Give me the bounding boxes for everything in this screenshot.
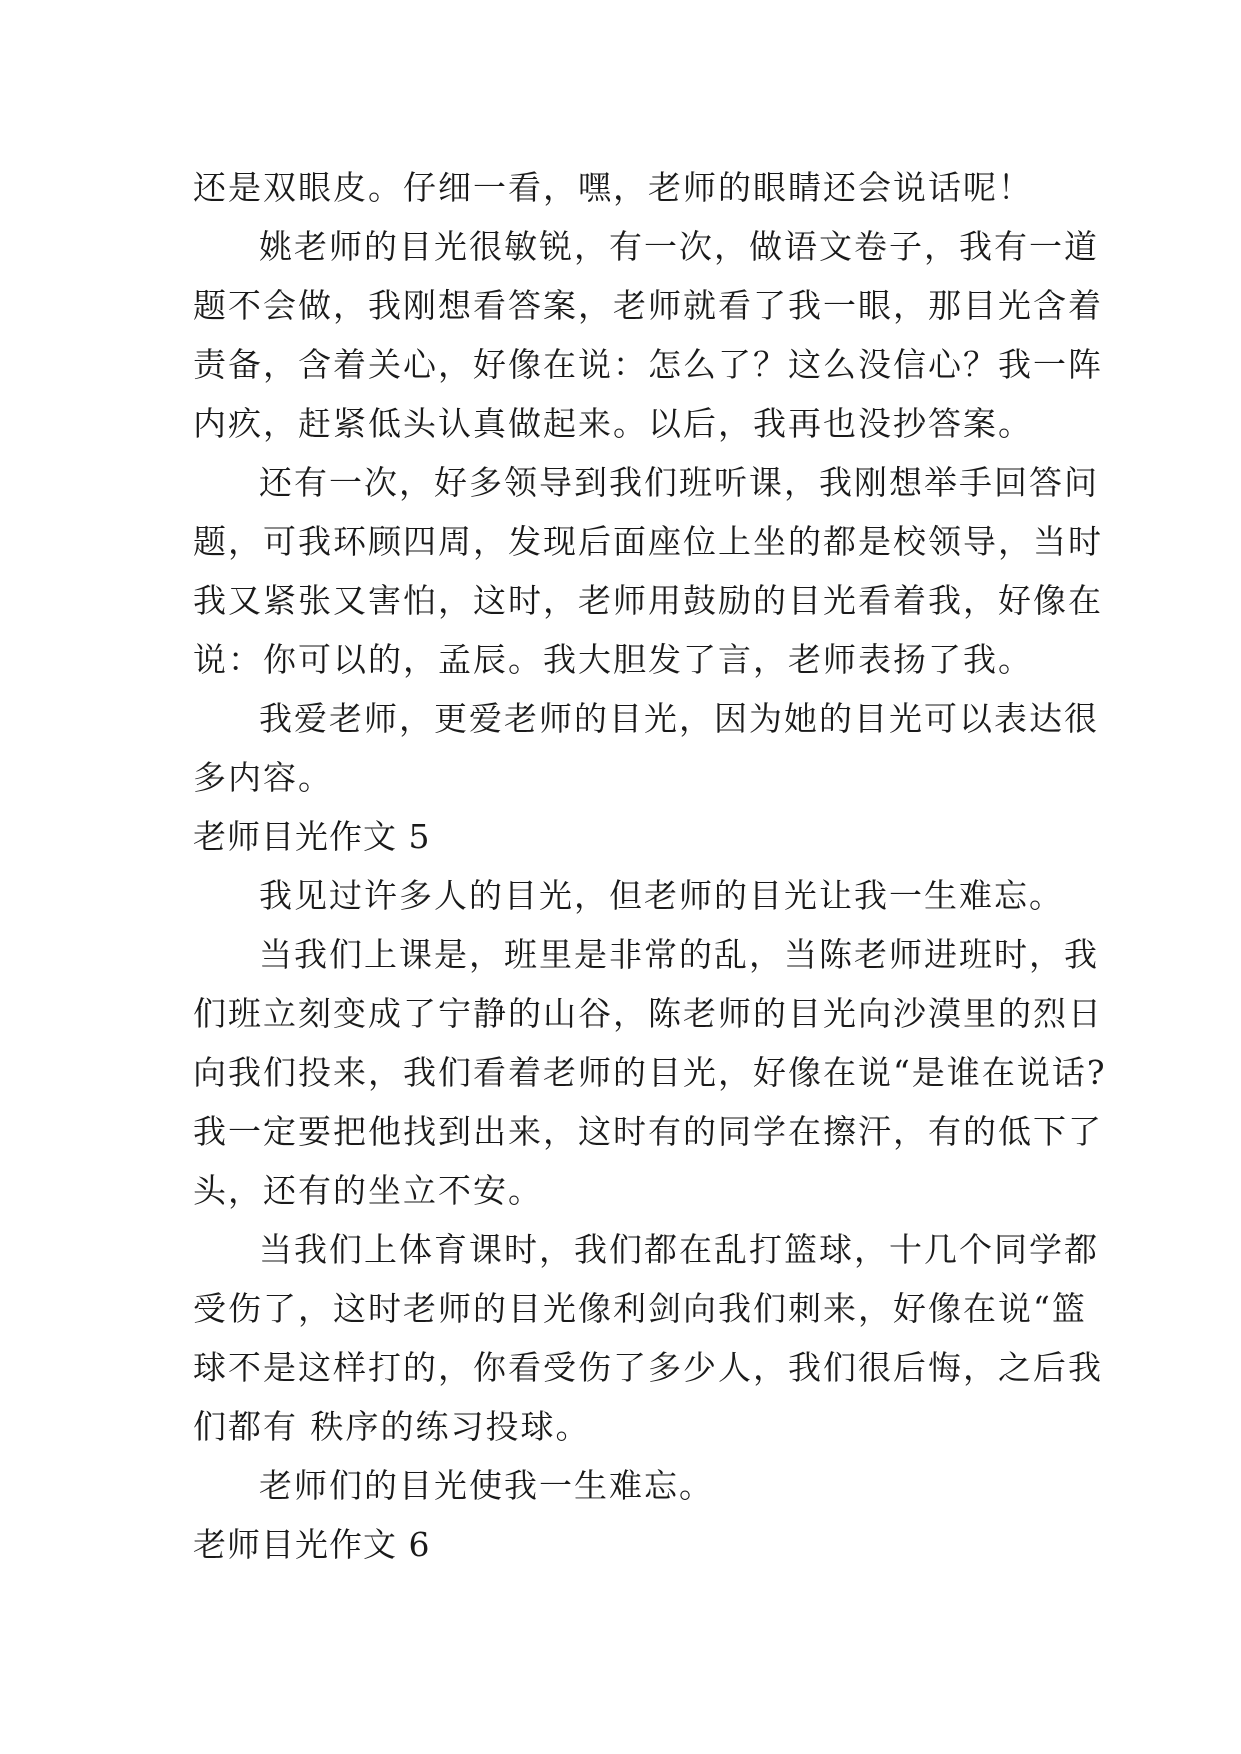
paragraph-start-line: 当我们上课是，班里是非常的乱，当陈老师进班时，我 [259,935,1099,974]
section-heading: 老师目光作文 6 [193,1525,431,1564]
paragraph-start-line: 老师们的目光使我一生难忘。 [259,1466,714,1505]
text-line: 们班立刻变成了宁静的山谷，陈老师的目光向沙漠里的烈日 [193,994,1103,1033]
text-line: 们都有 秩序的练习投球。 [193,1407,591,1446]
text-line: 我又紧张又害怕，这时，老师用鼓励的目光看着我，好像在 [193,581,1103,620]
text-line: 责备，含着关心，好像在说：怎么了？这么没信心？我一阵 [193,345,1103,384]
paragraph-start-line: 还有一次，好多领导到我们班听课，我刚想举手回答问 [259,463,1099,502]
text-line: 还是双眼皮。仔细一看，嘿，老师的眼睛还会说话呢！ [193,168,1033,207]
text-line: 题不会做，我刚想看答案，老师就看了我一眼，那目光含着 [193,286,1103,325]
text-line: 内疚，赶紧低头认真做起来。以后，我再也没抄答案。 [193,404,1033,443]
text-line: 说：你可以的，孟辰。我大胆发了言，老师表扬了我。 [193,640,1033,679]
text-line: 受伤了，这时老师的目光像利剑向我们刺来，好像在说“篮 [193,1289,1087,1328]
document-body [193,158,1107,1574]
text-line: 向我们投来，我们看着老师的目光，好像在说“是谁在说话? [193,1053,1107,1092]
paragraph-start-line: 我见过许多人的目光，但老师的目光让我一生难忘。 [259,876,1064,915]
section-heading: 老师目光作文 5 [193,817,431,856]
text-line: 我一定要把他找到出来，这时有的同学在擦汗，有的低下了 [193,1112,1103,1151]
paragraph-start-line: 我爱老师，更爱老师的目光，因为她的目光可以表达很 [259,699,1099,738]
text-line: 题，可我环顾四周，发现后面座位上坐的都是校领导，当时 [193,522,1103,561]
text-line: 多内容。 [193,758,333,797]
text-line: 头，还有的坐立不安。 [193,1171,543,1210]
paragraph-start-line: 姚老师的目光很敏锐，有一次，做语文卷子，我有一道 [259,227,1099,266]
text-line: 球不是这样打的，你看受伤了多少人，我们很后悔，之后我 [193,1348,1103,1387]
paragraph-start-line: 当我们上体育课时，我们都在乱打篮球，十几个同学都 [259,1230,1099,1269]
